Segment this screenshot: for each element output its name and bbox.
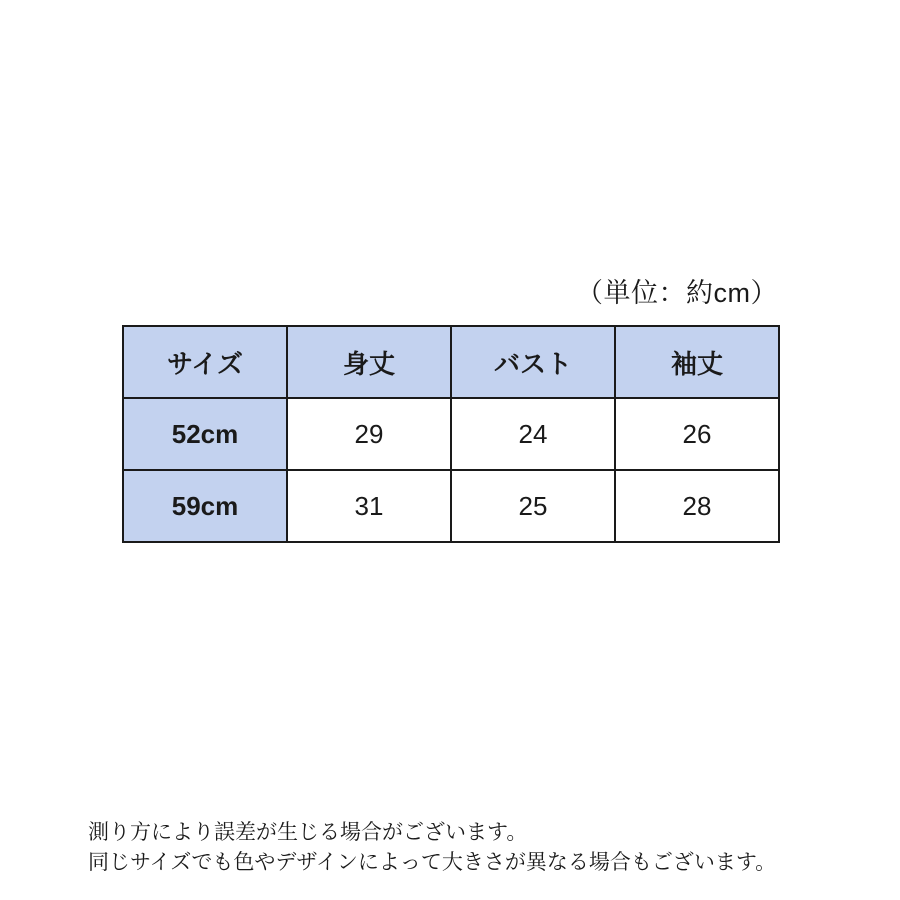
table-header-row — [123, 326, 779, 398]
table-row — [123, 470, 779, 542]
table-row — [123, 398, 779, 470]
column-header-size: サイズ — [123, 326, 287, 398]
cell-bust: 25 — [451, 470, 615, 542]
cell-length: 31 — [287, 470, 451, 542]
footnote-line-1: 測り方により誤差が生じる場合がございます。 — [88, 821, 528, 844]
cell-sleeve: 28 — [615, 470, 779, 542]
row-header-size: 52cm — [123, 398, 287, 470]
footnotes — [88, 818, 878, 878]
size-chart — [122, 280, 778, 543]
cell-bust: 24 — [451, 398, 615, 470]
column-header-length: 身丈 — [287, 326, 451, 398]
size-table — [122, 325, 780, 543]
unit-note: （単位：約cm） — [576, 278, 778, 308]
row-header-size: 59cm — [123, 470, 287, 542]
cell-length: 29 — [287, 398, 451, 470]
column-header-bust: バスト — [451, 326, 615, 398]
footnote-line-2: 同じサイズでも色やデザインによって大きさが異なる場合もございます。 — [88, 850, 777, 874]
cell-sleeve: 26 — [615, 398, 779, 470]
column-header-sleeve: 袖丈 — [615, 326, 779, 398]
